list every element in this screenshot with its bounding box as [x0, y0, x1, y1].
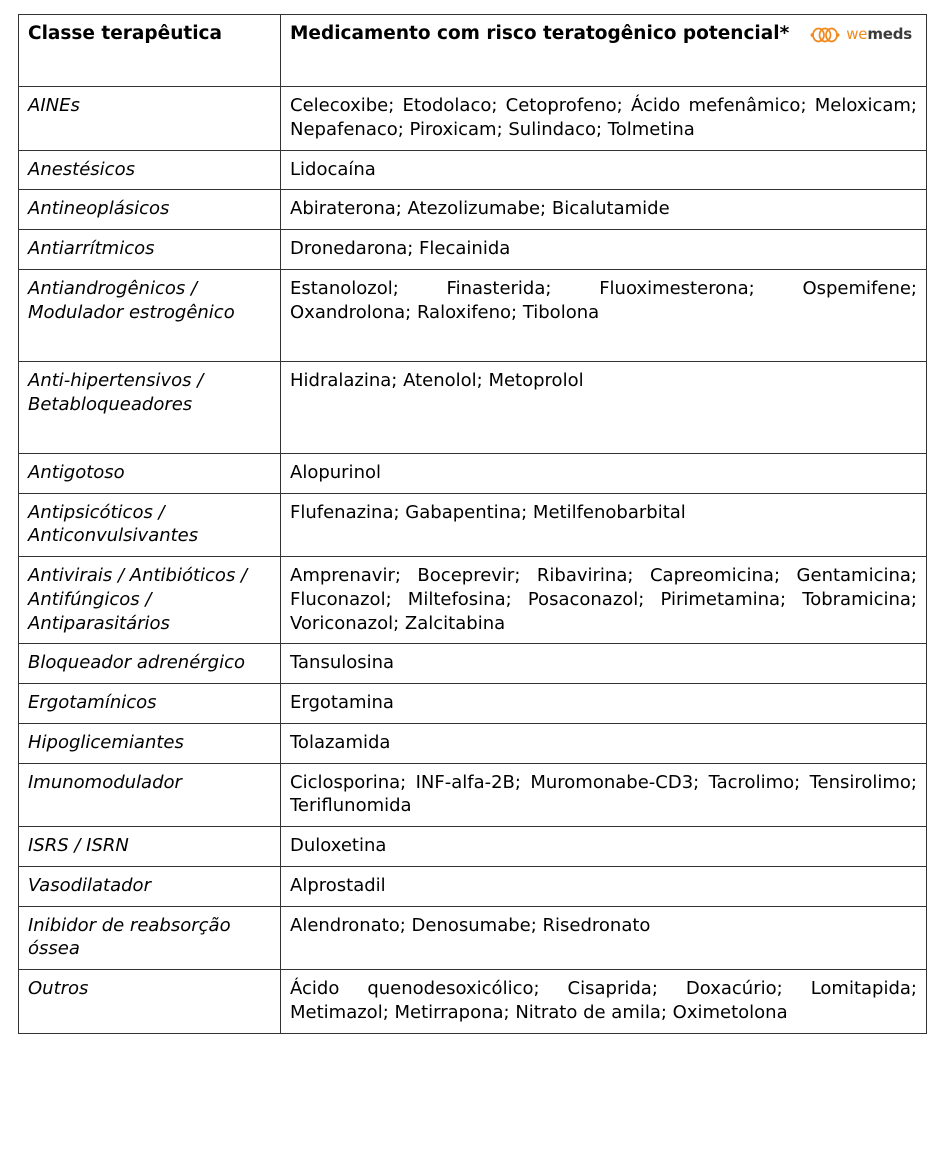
header-cell-class: Classe terapêutica	[19, 15, 281, 87]
cell-class: Antivirais / Antibióticos / Antifúngicos / Antiparasitários	[19, 557, 281, 644]
cell-medication: Dronedarona; Flecainida	[281, 230, 927, 270]
wemeds-logo-icon	[810, 26, 840, 44]
cell-class: Hipoglicemiantes	[19, 723, 281, 763]
cell-class: Antigotoso	[19, 453, 281, 493]
table-row	[19, 763, 927, 827]
cell-medication: Alendronato; Denosumabe; Risedronato	[281, 906, 927, 970]
cell-class: Antineoplásicos	[19, 190, 281, 230]
cell-class: Ergotamínicos	[19, 684, 281, 724]
cell-medication: Ciclosporina; INF-alfa-2B; Muromonabe-CD3; Tacrolimo; Tensirolimo; Teriflunomida	[281, 763, 927, 827]
cell-class: AINEs	[19, 87, 281, 151]
cell-class: Bloqueador adrenérgico	[19, 644, 281, 684]
table-row	[19, 970, 927, 1034]
logo-text-we: we	[846, 25, 868, 43]
teratogenic-risk-table	[18, 14, 927, 1034]
table-row	[19, 150, 927, 190]
cell-medication: Ácido quenodesoxicólico; Cisaprida; Doxacúrio; Lomitapida; Metimazol; Metirrapona; Nitrato de amila; Oximetolona	[281, 970, 927, 1034]
wemeds-logo	[810, 25, 912, 45]
cell-medication: Hidralazina; Atenolol; Metoprolol	[281, 361, 927, 453]
cell-medication: Amprenavir; Boceprevir; Ribavirina; Capreomicina; Gentamicina; Fluconazol; Miltefosina; Posaconazol; Pirimetamina; Tobramicina; Voriconazol; Zalcitabina	[281, 557, 927, 644]
table-row	[19, 684, 927, 724]
table-row	[19, 361, 927, 453]
cell-medication: Abiraterona; Atezolizumabe; Bicalutamide	[281, 190, 927, 230]
cell-class: Anti-hipertensivos / Betabloqueadores	[19, 361, 281, 453]
cell-medication: Alprostadil	[281, 866, 927, 906]
cell-medication: Lidocaína	[281, 150, 927, 190]
wemeds-logo-text	[846, 25, 912, 45]
cell-medication: Celecoxibe; Etodolaco; Cetoprofeno; Ácido mefenâmico; Meloxicam; Nepafenaco; Piroxicam; Sulindaco; Tolmetina	[281, 87, 927, 151]
cell-medication: Tansulosina	[281, 644, 927, 684]
table-row	[19, 866, 927, 906]
header-cell-medication	[281, 15, 927, 87]
table-row	[19, 190, 927, 230]
table-row	[19, 827, 927, 867]
cell-class: Vasodilatador	[19, 866, 281, 906]
cell-class: Imunomodulador	[19, 763, 281, 827]
table-row	[19, 557, 927, 644]
cell-class: ISRS / ISRN	[19, 827, 281, 867]
table-header-row	[19, 15, 927, 87]
table-row	[19, 644, 927, 684]
cell-medication: Alopurinol	[281, 453, 927, 493]
table-row	[19, 453, 927, 493]
cell-medication: Estanolozol; Finasterida; Fluoximesterona; Ospemifene; Oxandrolona; Raloxifeno; Tibolona	[281, 269, 927, 361]
cell-class: Anestésicos	[19, 150, 281, 190]
cell-class: Antipsicóticos / Anticonvulsivantes	[19, 493, 281, 557]
cell-medication: Ergotamina	[281, 684, 927, 724]
cell-class: Antiarrítmicos	[19, 230, 281, 270]
cell-class: Antiandrogênicos / Modulador estrogênico	[19, 269, 281, 361]
cell-class: Outros	[19, 970, 281, 1034]
cell-medication: Flufenazina; Gabapentina; Metilfenobarbital	[281, 493, 927, 557]
table-row	[19, 269, 927, 361]
cell-medication: Tolazamida	[281, 723, 927, 763]
cell-class: Inibidor de reabsorção óssea	[19, 906, 281, 970]
logo-text-meds: meds	[867, 25, 912, 43]
header-medication-text: Medicamento com risco teratogênico potencial*	[290, 23, 790, 44]
table-row	[19, 230, 927, 270]
cell-medication: Duloxetina	[281, 827, 927, 867]
table-row	[19, 87, 927, 151]
table-row	[19, 493, 927, 557]
table-row	[19, 906, 927, 970]
table-row	[19, 723, 927, 763]
